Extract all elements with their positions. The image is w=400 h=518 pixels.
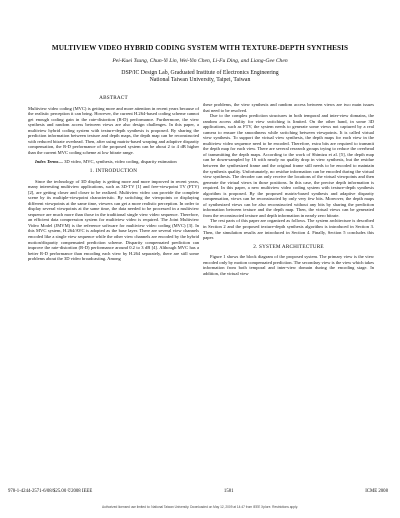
- footer-conference: ICME 2008: [365, 489, 388, 494]
- license-notice: Authorized licensed use limited to: National Taiwan University. Downloaded on May 12, 2009 at 14:47 from IEEE Xplore. Restrictions apply.: [102, 505, 298, 509]
- abstract-text: Multiview video coding (MVC) is getting more and more attention in recent years because of the realistic perception it can bring. However, the current H.264-based coding scheme cannot get enough coding gain in the rate-distortion (R-D) performance. Furthermore, the view synthesis and random access between views are also design challenges. In this paper, a multiview hybrid coding system with texture-depth synthesis is proposed. By sharing the prediction information between texture and depth maps, the depth map can be reconstructed with reduced bitrate overhead. Then, after using matrix-based warping and adaptive disparity compensation, the R-D performance of the proposed system can be about 2 to 4 dB higher than the current MVC coding scheme at low bitrate range.: [28, 105, 199, 155]
- right-paragraph-3: The rest parts of this paper are organized as follows. The system architecture is described in Section 2 and the proposed texture-depth synthesis algorithm is introduced in Section 3. Then, the simulation results are introduced in Section 4. Finally, Section 5 concludes this paper.: [203, 218, 374, 241]
- affiliation-line-2: National Taiwan University, Taipei, Taiwan: [149, 77, 251, 84]
- abstract-heading: ABSTRACT: [99, 95, 128, 101]
- affiliation: [20, 70, 380, 84]
- system-architecture-paragraph: Figure 1 shows the block diagram of the proposed system. The primary view is the view encoded only by motion compensated prediction. The secondary view is the view which takes information from both temporal and inter-view domain during the encoding stage. In addition, the virtual view: [203, 254, 374, 276]
- introduction-paragraph-1: Since the technology of 3D display is getting more and more improved in recent years, many interesting multiview applications, such as 3D-TV [1] and free-viewpoint TV (FTV) [2], are getting closer and closer to be realized. Multiview video can provide the complete scene by its multiple-viewpoint characteristic. By switching the viewpoints or displaying different viewpoints at the same time, viewers can get a more realistic perception. In order to display several viewpoints at the same time, the data needed to be processed in a multiview sequence are much more than those in the traditional single view video sequence. Therefore, an efficient data compression system for multiview video is required. The Joint Multiview Video Model (JMVM) is the reference software for multiview video coding (MVC) [3]. In this MVC system, H.264/AVC is adopted as the base layer. There are several view channels encoded like a single view sequence while the other view channels are encoded by the hybrid motion/disparity compensated prediction scheme. Disparity compensated prediction can improve the rate-distortion (R-D) performance around 0.2 to 3 dB [4]. Although MVC has a better R-D performance than encoding each view by H.264 separately, there are still some problems about the 3D video broadcasting. Among: [28, 178, 199, 262]
- paper-title: MULTIVIEW VIDEO HYBRID CODING SYSTEM WITH TEXTURE-DEPTH SYNTHESIS: [51, 44, 349, 52]
- index-terms-text: 3D video, MVC, synthesis, video coding, disparity estimation: [63, 159, 177, 165]
- right-paragraph-2: Due to the complex prediction structures in both temporal and inter-view domains, the random access ability for view switching is limited. On the other hand, in some 3D applications, such as FTV, the system needs to generate some views not captured by a real camera to ensure the smoothness while switching between viewpoints. It is called virtual view synthesis. To support the virtual view synthesis, the depth maps for each view in the multiview video sequence need to be encoded. Therefore, extra bits are required to transmit the depth map for each view. There are several research groups trying to reduce the overhead of transmitting the depth maps. According to the work of Shimizu et al. [5], the depth map can be down-sampled by 16 with nearly no quality drop in view synthesis, but the residue between the synthesized frame and the original frame still needs to be encoded to maintain the synthesis quality. Unfortunately, no residue information can be encoded during the virtual view synthesis. The decoder can only receive the locations of the virtual viewpoints and then generate the virtual views in those positions. In this case, the precise depth information is required. In this paper, a new multiview video coding system with texture-depth synthesis algorithm is proposed. By the proposed matrix-based synthesis and adaptive disparity compensation, views can be reconstructed by only very few bits. Moreover, the depth maps of synthesized views can be also reconstructed without any bits by sharing the prediction information between texture and the depth map. Then, the virtual views can be generated from the reconstructed texture and depth information in nearly zero bitrate.: [203, 113, 374, 218]
- page-footer: [8, 489, 388, 494]
- index-terms: [28, 159, 199, 165]
- index-terms-label: Index Terms—: [35, 159, 64, 165]
- introduction-heading: 1. INTRODUCTION: [89, 168, 138, 175]
- affiliation-line-1: DSP/IC Design Lab, Graduated Institute of Electronics Engineering: [121, 70, 279, 76]
- right-paragraph-1: these problems, the view synthesis and random access between views are two main issues that need to be resolved.: [203, 102, 374, 113]
- footer-page-number: 1581: [223, 489, 234, 494]
- right-column: [203, 102, 374, 276]
- system-architecture-heading: 2. SYSTEM ARCHITECTURE: [253, 243, 324, 250]
- footer-copyright: 978-1-4244-2571-6/08/$25.00 ©2008 IEEE: [8, 489, 93, 494]
- author-list: Pei-Kuei Tsung, Chun-Yi Lin, Wei-Yin Chen, Li-Fu Ding, and Liang-Gee Chen: [112, 58, 288, 64]
- left-column: [28, 96, 199, 262]
